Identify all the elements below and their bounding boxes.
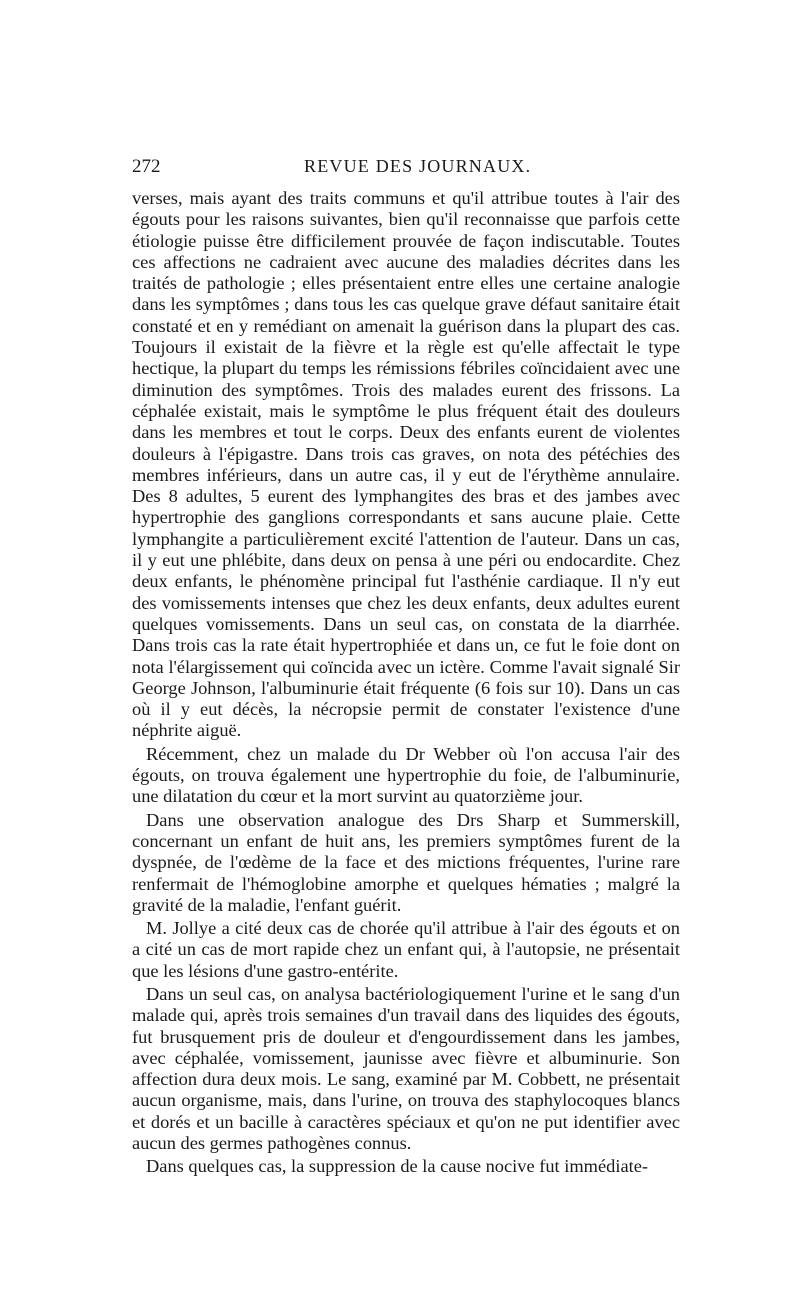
- paragraph: verses, mais ayant des traits communs et qu'il attribue toutes à l'air des égouts pour les raisons suivantes, bien qu'il reconnaisse que parfois cette étiologie puisse être difficilement prouvée de façon indiscutable. Toutes ces affections ne cadraient avec aucune des maladies décrites dans les traités de pathologie ; elles présentaient entre elles une certaine analogie dans les symptômes ; dans tous les cas quelque grave défaut sanitaire était constaté et en y remédiant on amenait la guérison dans la plupart des cas. Toujours il existait de la fièvre et la règle est qu'elle affectait le type hectique, la plupart du temps les rémissions fébriles coïncidaient avec une diminution des symptômes. Trois des malades eurent des frissons. La céphalée existait, mais le symptôme le plus fréquent était des douleurs dans les membres et tout le corps. Deux des enfants eurent de violentes douleurs à l'épigastre. Dans trois cas graves, on nota des pétéchies des membres inférieurs, dans un autre cas, il y eut de l'érythème annulaire. Des 8 adultes, 5 eurent des lymphangites des bras et des jambes avec hypertrophie des ganglions correspondants et sans aucune plaie. Cette lymphangite a particulièrement excité l'attention de l'auteur. Dans un cas, il y eut une phlébite, dans deux on pensa à une péri ou endocardite. Chez deux enfants, le phénomène principal fut l'asthénie cardiaque. Il n'y eut des vomissements intenses que chez les deux enfants, deux adultes eurent quelques vomissements. Dans un seul cas, on constata de la diarrhée. Dans trois cas la rate était hypertrophiée et dans un, ce fut le foie dont on nota l'élargissement qui coïncida avec un ictère. Comme l'avait signalé Sir George Johnson, l'albuminurie était fréquente (6 fois sur 10). Dans un cas où il y eut décès, la nécropsie permit de constater l'existence d'une néphrite aiguë.: [132, 188, 680, 741]
- paragraph: Récemment, chez un malade du Dr Webber où l'on accusa l'air des égouts, on trouva également une hypertrophie du foie, de l'albuminurie, une dilatation du cœur et la mort survint au quatorzième jour.: [132, 743, 680, 807]
- running-title: REVUE DES JOURNAUX.: [304, 156, 532, 176]
- page-number: 272: [132, 156, 161, 177]
- body-text: [132, 188, 680, 1178]
- paragraph: Dans quelques cas, la suppression de la cause nocive fut immédiate-: [146, 1156, 649, 1177]
- paragraph: M. Jollye a cité deux cas de chorée qu'il attribue à l'air des égouts et on a cité un cas de mort rapide chez un enfant qui, à l'autopsie, ne présentait que les lésions d'une gastro-entérite.: [132, 918, 680, 981]
- paragraph: Dans un seul cas, on analysa bactériologiquement l'urine et le sang d'un malade qui, après trois semaines d'un travail dans des liquides des égouts, fut brusquement pris de douleur et d'engourdissement dans les jambes, avec céphalée, vomissement, jaunisse avec fièvre et albuminurie. Son affection dura deux mois. Le sang, examiné par M. Cobbett, ne présentait aucun organisme, mais, dans l'urine, on trouva des staphylocoques blancs et dorés et un bacille à caractères spéciaux et qu'on ne put identifier avec aucun des germes pathogènes connus.: [132, 983, 680, 1154]
- page-header: [132, 156, 680, 182]
- paragraph: Dans une observation analogue des Drs Sharp et Summerskill, concernant un enfant de huit ans, les premiers symptômes furent de la dyspnée, de l'œdème de la face et des mictions fréquentes, l'urine rare renfermait de l'hémoglobine amorphe et quelques hématies ; malgré la gravité de la maladie, l'enfant guérit.: [132, 809, 680, 915]
